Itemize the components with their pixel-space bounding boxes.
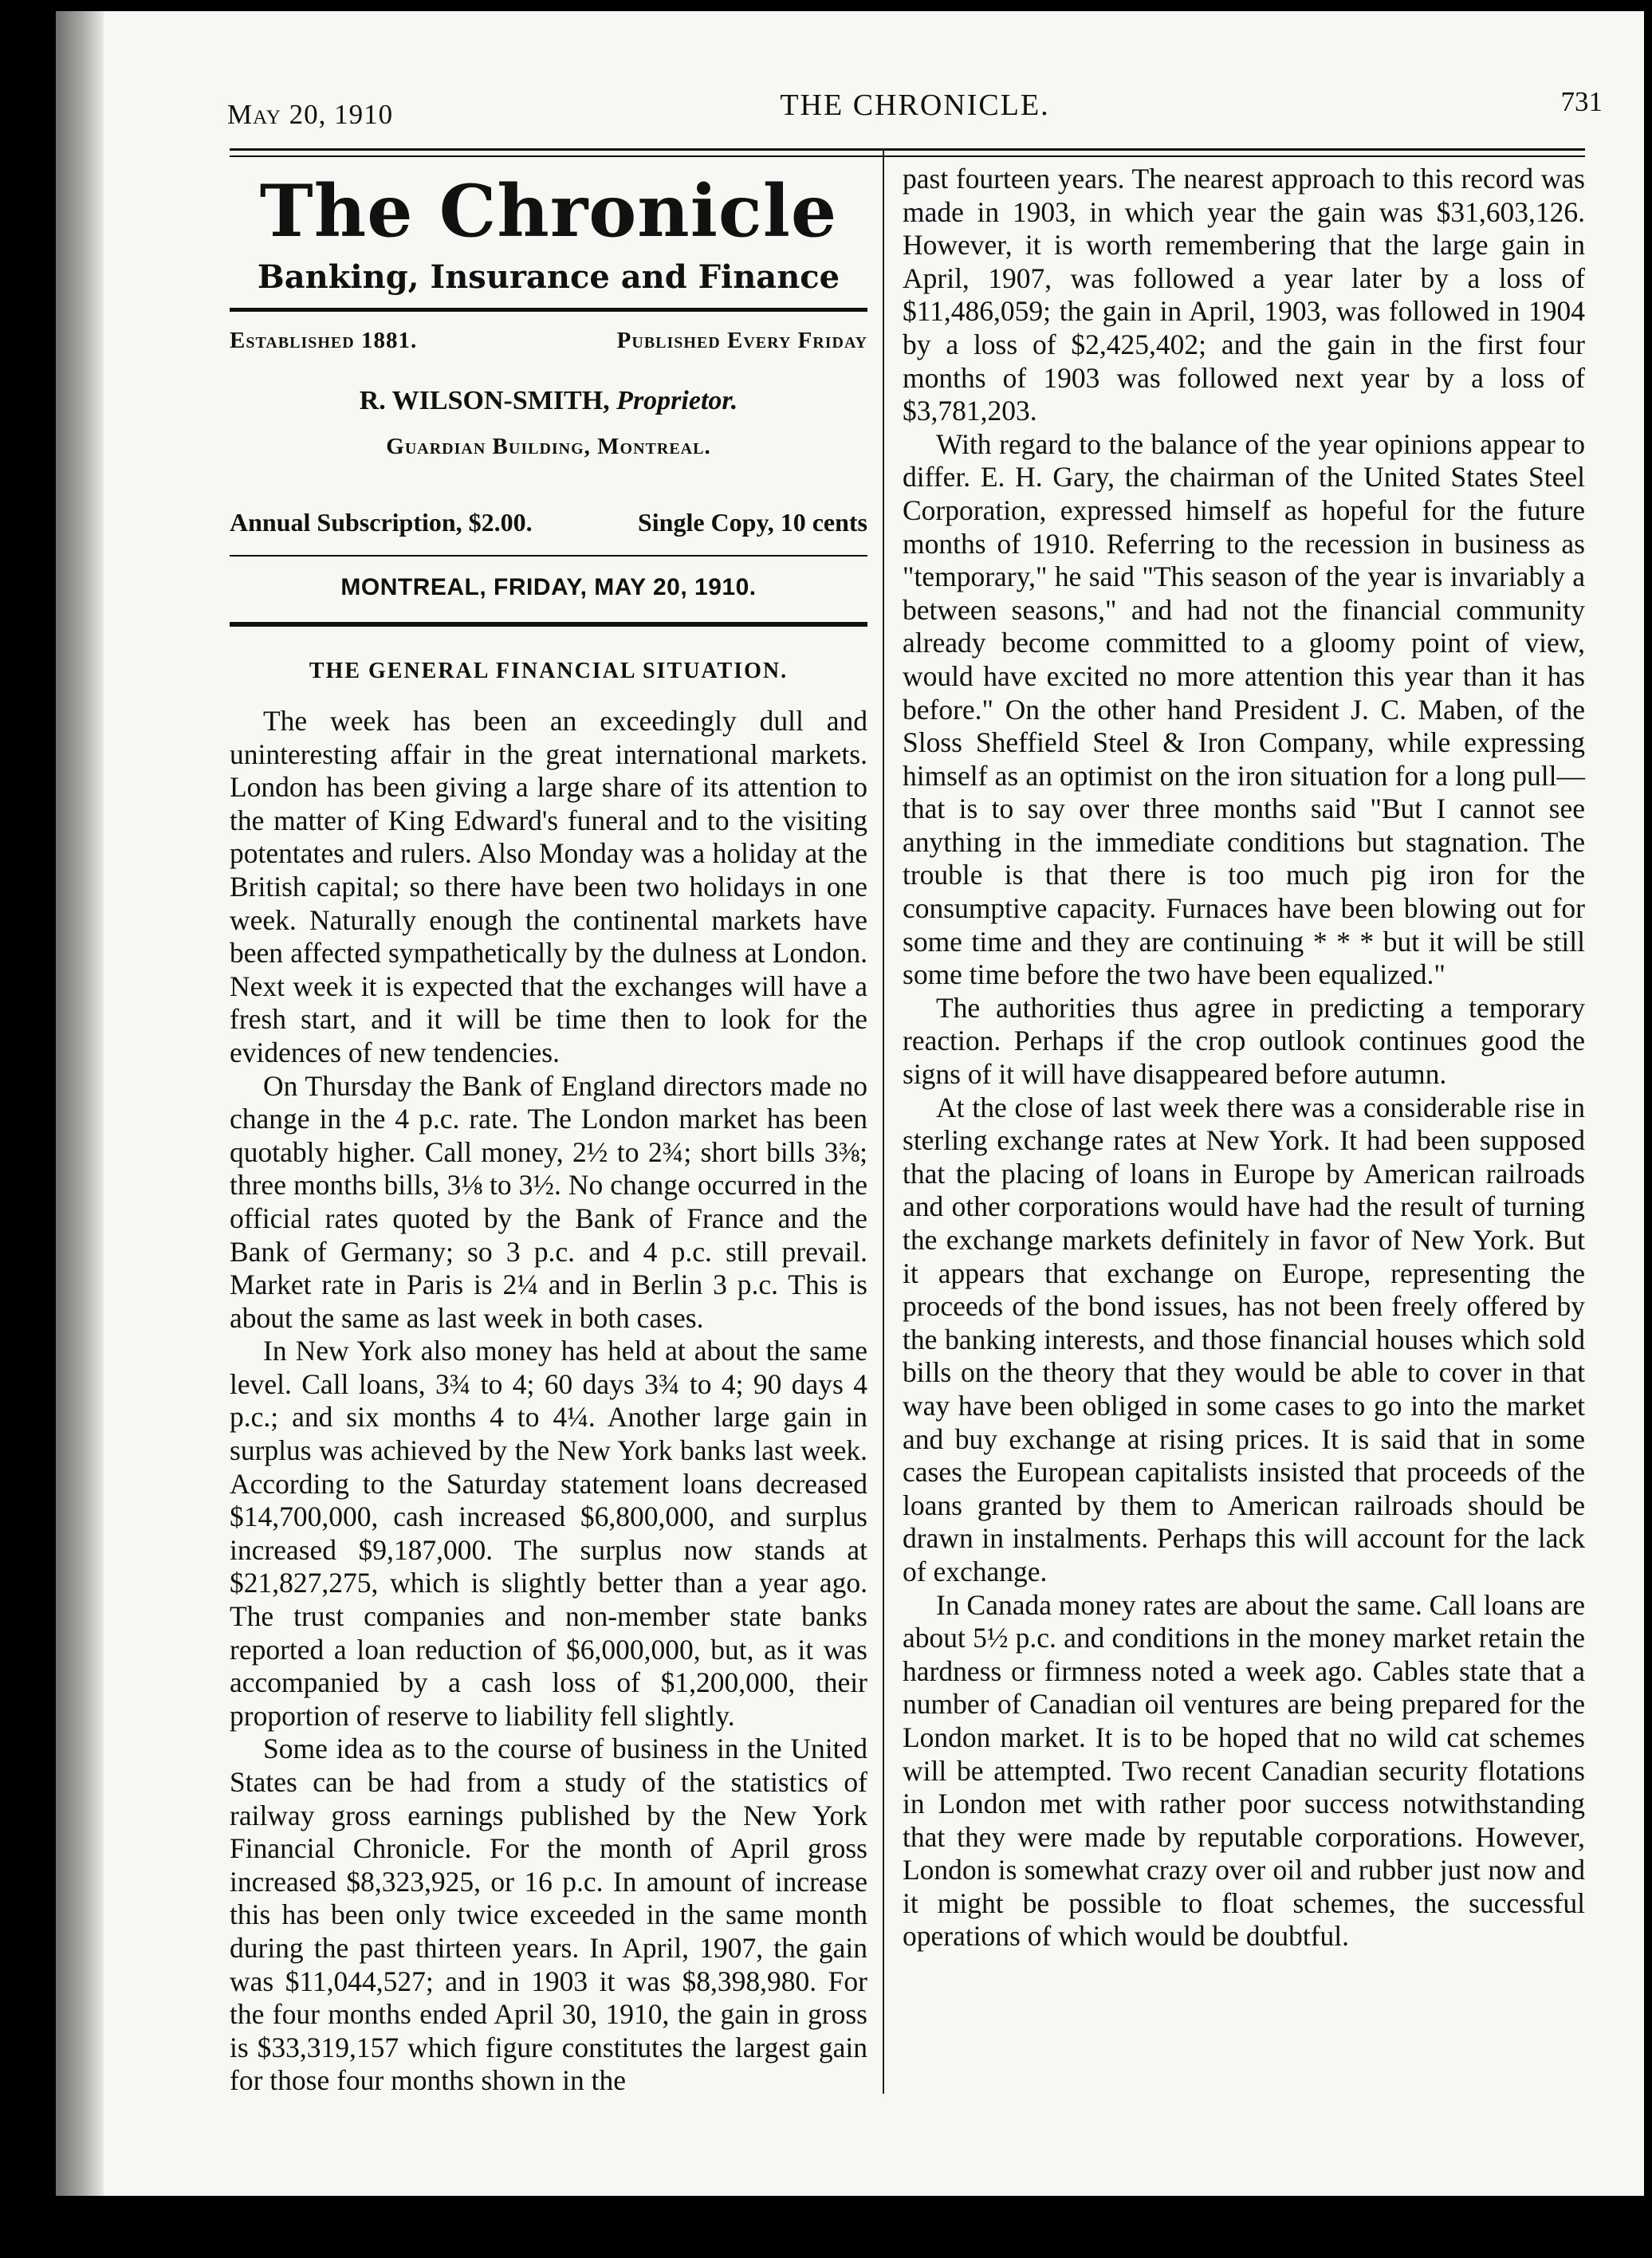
running-head-journal: THE CHRONICLE. [780, 89, 1050, 122]
book-spine-shadow [56, 11, 104, 2196]
running-head-date: May 20, 1910 [227, 99, 394, 130]
left-column [230, 163, 867, 2098]
proprietor-title: Proprietor. [616, 386, 738, 415]
header-double-rule [230, 148, 1585, 157]
article-paragraph: In Canada money rates are about the same. Call loans are about 5½ p.c. and conditions in the money market retain the hardness or firmness noted a week ago. Cables state that a number of Canadian oil ventures are being prepared for the London market. It is to be hoped that no wild cat schemes will be attempted. Two recent Canadian security flotations in London met with rather poor success notwithstanding that they were made by reputable corporations. However, London is somewhat crazy over oil and rubber just now and it might be possible to float schemes, the successful operations of which would be doubtful. [903, 1588, 1585, 1953]
dateline-rule [230, 622, 867, 627]
article-heading: THE GENERAL FINANCIAL SITUATION. [309, 659, 789, 683]
article-paragraph: The authorities thus agree in predicting a temporary reaction. Perhaps if the crop outlook continues good the signs of it will have disappeared before autumn. [903, 991, 1585, 1091]
single-copy-price: Single Copy, 10 cents [637, 508, 867, 537]
article-paragraph: Some idea as to the course of business in the United States can be had from a study of the statistics of railway gross earnings published by the New York Financial Chronicle. For the month of April gross increased $8,323,925, or 16 p.c. In amount of increase this has been only twice exceeded in the same month during the past thirteen years. In April, 1907, the gain was $11,044,527; and in 1903 it was $8,398,980. For the four months ended April 30, 1910, the gain in gross is $33,319,157 which figure constitutes the largest gain for those four months shown in the [230, 1733, 867, 2097]
article-paragraph: On Thursday the Bank of England directors made no change in the 4 p.c. rate. The London market has been quotably higher. Call money, 2½ to 2¾; short bills 3⅜; three months bills, 3⅛ to 3½. No change occurred in the official rates quoted by the Bank of France and the Bank of Germany; so 3 p.c. and 4 p.c. still prevail. Market rate in Paris is 2¼ and in Berlin 3 p.c. This is about the same as last week in both cases. [230, 1069, 867, 1334]
masthead-rule [230, 308, 867, 312]
proprietor-name: R. WILSON-SMITH, [359, 386, 610, 415]
article-paragraph: With regard to the balance of the year opinions appear to differ. E. H. Gary, the chairman of the United States Steel Corporation, expressed himself as hopeful for the future months of 1910. Referring to the recession in business as "temporary," he said "This season of the year is invariably a between seasons," and had not the financial community already become committed to a gloomy point of view, would have excited no more attention this year than it has before." On the other hand President J. C. Maben, of the Sloss Sheffield Steel & Iron Company, while expressing himself as an optimist on the iron situation for a long pull—that is to say over three months said "But I cannot see anything in the immediate conditions but stagnation. The trouble is that there is too much pig iron for the consumptive capacity. Furnaces have been blowing out for some time and they are continuing * * * but it will be still some time before the two have been equalized." [903, 427, 1585, 991]
established-text: Established 1881. [230, 328, 418, 353]
left-article-body [230, 705, 867, 2098]
running-head [227, 83, 1603, 131]
masthead [230, 167, 867, 300]
proprietor-line [230, 386, 867, 416]
column-divider [883, 148, 884, 2094]
masthead-title: The Chronicle [259, 169, 838, 254]
newspaper-page [56, 11, 1644, 2196]
annual-subscription: Annual Subscription, $2.00. [230, 508, 533, 537]
masthead-subtitle: Banking, Insurance and Finance [257, 258, 840, 296]
subscription-row [230, 508, 867, 537]
right-column [903, 163, 1585, 1953]
subscription-rule [230, 555, 867, 557]
published-text: Published Every Friday [616, 328, 867, 353]
address-line: Guardian Building, Montreal. [386, 434, 711, 459]
article-paragraph: In New York also money has held at about the same level. Call loans, 3¾ to 4; 60 days 3¾ to 4; 90 days 4 p.c.; and six months 4 to 4¼. Another large gain in surplus was achieved by the New York banks last week. According to the Saturday statement loans decreased $14,700,000, cash increased $6,800,000, and surplus increased $9,187,000. The surplus now stands at $21,827,275, which is slightly better than a year ago. The trust companies and non-member state banks reported a loan reduction of $6,000,000, but, as it was accompanied by a cash loss of $1,200,000, their proportion of reserve to liability fell slightly. [230, 1335, 867, 1732]
article-paragraph: past fourteen years. The nearest approach to this record was made in 1903, in which year the gain was $31,603,126. However, it is worth remembering that the large gain in April, 1907, was followed a year later by a loss of $11,486,059; the gain in April, 1903, was followed in 1904 by a loss of $2,425,402; and the gain in the first four months of 1903 was followed next year by a loss of $3,781,203. [903, 163, 1585, 427]
issue-dateline: MONTREAL, FRIDAY, MAY 20, 1910. [340, 574, 757, 600]
article-paragraph: At the close of last week there was a considerable rise in sterling exchange rates at New York. It had been supposed that the placing of loans in Europe by American railroads and other corporations would have had the result of turning the exchange markets definitely in favor of New York. But it appears that exchange on Europe, representing the proceeds of the bond issues, has not been freely offered by the banking interests, and those financial houses which sold bills on the theory that they would be able to cover in that way have been obliged in some cases to go into the market and buy exchange at rising prices. It is said that in some cases the European capitalists insisted that proceeds of the loans granted by them to American railroads should be drawn in instalments. Perhaps this will account for the lack of exchange. [903, 1091, 1585, 1587]
page-number: 731 [1560, 86, 1603, 117]
established-row [230, 328, 867, 354]
article-paragraph: The week has been an exceedingly dull and uninteresting affair in the great international markets. London has been giving a large share of its attention to the matter of King Edward's funeral and to the visiting potentates and rulers. Also Monday was a holiday at the British capital; so there have been two holidays in one week. Naturally enough the continental markets have been affected sympathetically by the dulness at London. Next week it is expected that the exchanges will have a fresh start, and it will be time then to look for the evidences of new tendencies. [230, 705, 867, 1068]
